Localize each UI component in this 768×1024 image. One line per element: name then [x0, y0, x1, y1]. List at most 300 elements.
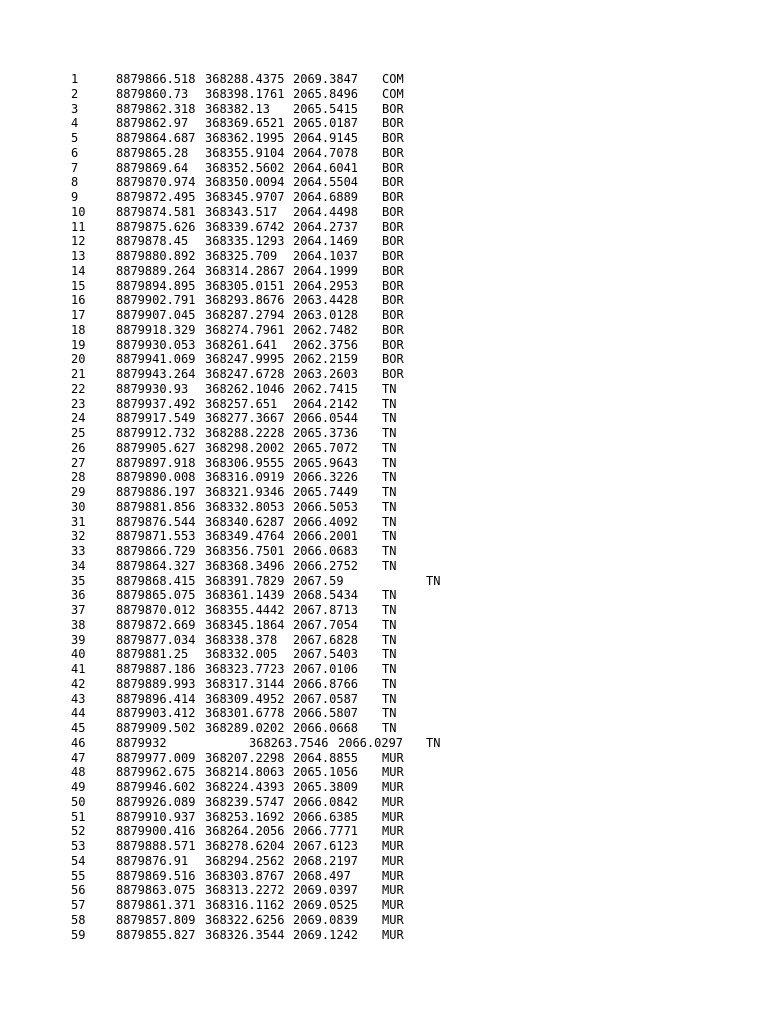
easting-value: 368345.1864: [205, 617, 285, 632]
point-code: BOR: [382, 145, 404, 160]
data-row: [71, 279, 751, 294]
northing-value: 8879876.91: [116, 853, 189, 868]
easting-value: 368301.6778: [205, 706, 285, 721]
elevation-value: 2064.2737: [293, 219, 359, 234]
data-row: [71, 854, 751, 869]
elevation-value: 2066.5807: [293, 706, 359, 721]
easting-value: 368306.9555: [205, 455, 285, 470]
northing-value: 8879930.93: [116, 381, 189, 396]
data-row: [71, 574, 751, 589]
elevation-value: 2065.7072: [293, 440, 359, 455]
easting-value: 368326.3544: [205, 927, 285, 942]
point-number: 15: [71, 278, 86, 293]
northing-value: 8879889.264: [116, 263, 196, 278]
point-number: 53: [71, 839, 86, 853]
data-row: [71, 529, 751, 544]
elevation-value: 2067.0106: [293, 662, 359, 676]
easting-value: 368314.2867: [205, 263, 285, 278]
data-row: [71, 234, 751, 249]
easting-value: 368316.0919: [205, 470, 285, 485]
northing-value: 8879869.64: [116, 160, 189, 175]
elevation-value: 2063.0128: [293, 308, 359, 322]
data-row: [71, 175, 751, 190]
northing-value: 8879880.892: [116, 249, 196, 263]
easting-value: 368349.4764: [205, 529, 285, 544]
elevation-value: 2066.2752: [293, 558, 359, 573]
northing-value: 8879897.918: [116, 455, 196, 470]
point-number: 14: [71, 263, 86, 278]
point-number: 12: [71, 234, 86, 249]
point-code: TN: [382, 396, 397, 411]
point-code: MUR: [382, 809, 404, 824]
northing-value: 8879932: [116, 735, 167, 750]
point-code: TN: [382, 647, 397, 662]
point-number: 58: [71, 912, 86, 927]
point-number: 34: [71, 558, 86, 573]
easting-value: 368293.8676: [205, 293, 285, 308]
data-row: [71, 795, 751, 810]
northing-value: 8879926.089: [116, 794, 196, 809]
northing-value: 8879890.008: [116, 470, 196, 485]
data-row: [71, 411, 751, 426]
northing-value: 8879866.729: [116, 544, 196, 558]
easting-value: 368332.8053: [205, 499, 285, 514]
point-number: 18: [71, 322, 86, 337]
easting-value: 368362.1995: [205, 131, 285, 145]
point-number: 1: [71, 72, 79, 86]
data-row: [71, 515, 751, 530]
elevation-value: 2066.8766: [293, 676, 359, 691]
northing-value: 8879912.732: [116, 426, 196, 440]
easting-value: 368343.517: [205, 204, 278, 219]
northing-value: 8879905.627: [116, 440, 196, 455]
elevation-value: 2062.7415: [293, 381, 359, 396]
easting-value: 368313.2272: [205, 883, 285, 898]
elevation-value: 2066.0668: [293, 721, 359, 735]
easting-value: 368277.3667: [205, 411, 285, 426]
point-code: TN: [382, 411, 397, 426]
elevation-value: 2064.2142: [293, 396, 359, 411]
northing-value: 8879909.502: [116, 721, 196, 735]
northing-value: 8879886.197: [116, 485, 196, 499]
data-row: [71, 426, 751, 441]
elevation-value: 2066.2001: [293, 529, 359, 544]
northing-value: 8879881.856: [116, 499, 196, 514]
data-row: [71, 397, 751, 412]
easting-value: 368305.0151: [205, 278, 285, 293]
elevation-value: 2065.1056: [293, 765, 359, 780]
easting-value: 368264.2056: [205, 824, 285, 839]
data-row: [71, 913, 751, 928]
northing-value: 8879855.827: [116, 927, 196, 942]
point-code: TN: [382, 558, 397, 573]
point-code: TN: [382, 426, 397, 440]
northing-value: 8879874.581: [116, 204, 196, 219]
easting-value: 368263.7546: [249, 735, 329, 750]
point-code: MUR: [382, 853, 404, 868]
point-number: 19: [71, 337, 86, 352]
point-number: 3: [71, 101, 79, 116]
elevation-value: 2064.6889: [293, 190, 359, 204]
elevation-value: 2068.5434: [293, 588, 359, 603]
point-code: TN: [382, 514, 397, 529]
point-code: BOR: [382, 322, 404, 337]
data-row: [71, 146, 751, 161]
elevation-value: 2065.9643: [293, 455, 359, 470]
point-code: BOR: [382, 131, 404, 145]
point-number: 5: [71, 131, 79, 145]
easting-value: 368316.1162: [205, 898, 285, 912]
northing-value: 8879864.327: [116, 558, 196, 573]
elevation-value: 2066.0683: [293, 544, 359, 558]
northing-value: 8879861.371: [116, 898, 196, 912]
point-code: TN: [426, 573, 441, 588]
point-number: 36: [71, 588, 86, 603]
elevation-value: 2069.1242: [293, 927, 359, 942]
easting-value: 368332.005: [205, 647, 278, 662]
northing-value: 8879900.416: [116, 824, 196, 839]
point-code: TN: [382, 499, 397, 514]
point-code: TN: [382, 440, 397, 455]
point-code: MUR: [382, 780, 404, 794]
point-code: TN: [382, 691, 397, 706]
point-number: 22: [71, 381, 86, 396]
elevation-value: 2069.0839: [293, 912, 359, 927]
northing-value: 8879876.544: [116, 514, 196, 529]
northing-value: 8879862.97: [116, 116, 189, 131]
data-row: [71, 456, 751, 471]
easting-value: 368339.6742: [205, 219, 285, 234]
elevation-value: 2062.7482: [293, 322, 359, 337]
point-number: 59: [71, 927, 86, 942]
easting-value: 368207.2298: [205, 750, 285, 765]
northing-value: 8879910.937: [116, 809, 196, 824]
point-code: BOR: [382, 190, 404, 204]
northing-value: 8879917.549: [116, 411, 196, 426]
point-code: TN: [426, 735, 441, 750]
elevation-value: 2066.0297: [338, 735, 404, 750]
point-code: BOR: [382, 293, 404, 308]
elevation-value: 2066.6385: [293, 809, 359, 824]
data-row: [71, 736, 751, 751]
point-number: 11: [71, 219, 86, 234]
data-row: [71, 249, 751, 264]
easting-value: 368345.9707: [205, 190, 285, 204]
easting-value: 368247.9995: [205, 352, 285, 367]
point-code: MUR: [382, 912, 404, 927]
northing-value: 8879872.495: [116, 190, 196, 204]
data-row: [71, 500, 751, 515]
elevation-value: 2067.0587: [293, 691, 359, 706]
point-code: TN: [382, 617, 397, 632]
point-code: TN: [382, 529, 397, 544]
northing-value: 8879870.012: [116, 603, 196, 617]
easting-value: 368356.7501: [205, 544, 285, 558]
elevation-value: 2066.0544: [293, 411, 359, 426]
point-number: 55: [71, 868, 86, 883]
data-row: [71, 367, 751, 382]
point-code: BOR: [382, 219, 404, 234]
point-code: BOR: [382, 204, 404, 219]
data-row: [71, 839, 751, 854]
data-row: [71, 603, 751, 618]
point-number: 10: [71, 204, 86, 219]
easting-value: 368309.4952: [205, 691, 285, 706]
point-code: MUR: [382, 839, 404, 853]
point-code: MUR: [382, 898, 404, 912]
northing-value: 8879872.669: [116, 617, 196, 632]
northing-value: 8879862.318: [116, 101, 196, 116]
northing-value: 8879860.73: [116, 86, 189, 101]
northing-value: 8879878.45: [116, 234, 189, 249]
point-number: 25: [71, 426, 86, 440]
point-number: 43: [71, 691, 86, 706]
elevation-value: 2067.59: [293, 573, 344, 588]
easting-value: 368352.5602: [205, 160, 285, 175]
easting-value: 368289.0202: [205, 721, 285, 735]
northing-value: 8879930.053: [116, 337, 196, 352]
point-number: 37: [71, 603, 86, 617]
point-number: 50: [71, 794, 86, 809]
point-number: 57: [71, 898, 86, 912]
data-row: [71, 559, 751, 574]
data-row: [71, 338, 751, 353]
data-row: [71, 780, 751, 795]
point-number: 27: [71, 455, 86, 470]
point-number: 39: [71, 632, 86, 647]
easting-value: 368368.3496: [205, 558, 285, 573]
point-number: 29: [71, 485, 86, 499]
elevation-value: 2069.0525: [293, 898, 359, 912]
data-row: [71, 706, 751, 721]
point-code: TN: [382, 662, 397, 676]
point-code: MUR: [382, 765, 404, 780]
northing-value: 8879871.553: [116, 529, 196, 544]
point-code: TN: [382, 544, 397, 558]
point-code: MUR: [382, 794, 404, 809]
point-number: 44: [71, 706, 86, 721]
data-row: [71, 190, 751, 205]
data-row: [71, 220, 751, 235]
point-number: 49: [71, 780, 86, 794]
point-number: 23: [71, 396, 86, 411]
northing-value: 8879868.415: [116, 573, 196, 588]
point-number: 24: [71, 411, 86, 426]
data-row: [71, 721, 751, 736]
data-row: [71, 928, 751, 943]
point-code: BOR: [382, 175, 404, 190]
elevation-value: 2067.6123: [293, 839, 359, 853]
point-code: BOR: [382, 249, 404, 263]
data-row: [71, 898, 751, 913]
point-number: 40: [71, 647, 86, 662]
data-row: [71, 810, 751, 825]
data-row: [71, 293, 751, 308]
easting-value: 368317.3144: [205, 676, 285, 691]
point-code: MUR: [382, 750, 404, 765]
point-code: BOR: [382, 160, 404, 175]
point-number: 2: [71, 86, 79, 101]
point-number: 33: [71, 544, 86, 558]
point-code: MUR: [382, 883, 404, 898]
easting-value: 368382.13: [205, 101, 271, 116]
elevation-value: 2064.4498: [293, 204, 359, 219]
elevation-value: 2063.4428: [293, 293, 359, 308]
point-number: 4: [71, 116, 79, 131]
elevation-value: 2062.3756: [293, 337, 359, 352]
data-row: [71, 205, 751, 220]
point-number: 48: [71, 765, 86, 780]
data-row: [71, 647, 751, 662]
northing-value: 8879941.069: [116, 352, 196, 367]
easting-value: 368253.1692: [205, 809, 285, 824]
easting-value: 368239.5747: [205, 794, 285, 809]
northing-value: 8879918.329: [116, 322, 196, 337]
elevation-value: 2066.3226: [293, 470, 359, 485]
data-row: [71, 485, 751, 500]
point-number: 47: [71, 750, 86, 765]
easting-value: 368325.709: [205, 249, 278, 263]
elevation-value: 2067.5403: [293, 647, 359, 662]
easting-value: 368278.6204: [205, 839, 285, 853]
point-number: 20: [71, 352, 86, 367]
point-number: 42: [71, 676, 86, 691]
point-code: COM: [382, 72, 404, 86]
northing-value: 8879894.895: [116, 278, 196, 293]
northing-value: 8879889.993: [116, 676, 196, 691]
easting-value: 368355.4442: [205, 603, 285, 617]
point-number: 52: [71, 824, 86, 839]
elevation-value: 2064.2953: [293, 278, 359, 293]
northing-value: 8879863.075: [116, 883, 196, 898]
easting-value: 368369.6521: [205, 116, 285, 131]
data-row: [71, 441, 751, 456]
elevation-value: 2067.8713: [293, 603, 359, 617]
elevation-value: 2064.1999: [293, 263, 359, 278]
elevation-value: 2064.8855: [293, 750, 359, 765]
point-code: TN: [382, 455, 397, 470]
point-number: 8: [71, 175, 79, 190]
easting-value: 368322.6256: [205, 912, 285, 927]
easting-value: 368287.2794: [205, 308, 285, 322]
data-row: [71, 161, 751, 176]
point-number: 17: [71, 308, 86, 322]
elevation-value: 2064.1037: [293, 249, 359, 263]
data-row: [71, 662, 751, 677]
easting-value: 368338.378: [205, 632, 278, 647]
northing-value: 8879881.25: [116, 647, 189, 662]
northing-value: 8879875.626: [116, 219, 196, 234]
point-number: 54: [71, 853, 86, 868]
easting-value: 368261.641: [205, 337, 278, 352]
easting-value: 368340.6287: [205, 514, 285, 529]
easting-value: 368355.9104: [205, 145, 285, 160]
easting-value: 368288.4375: [205, 72, 285, 86]
elevation-value: 2067.7054: [293, 617, 359, 632]
northing-value: 8879865.075: [116, 588, 196, 603]
easting-value: 368288.2228: [205, 426, 285, 440]
easting-value: 368224.4393: [205, 780, 285, 794]
northing-value: 8879907.045: [116, 308, 196, 322]
elevation-value: 2067.6828: [293, 632, 359, 647]
data-row: [71, 352, 751, 367]
point-number: 7: [71, 160, 79, 175]
point-number: 6: [71, 145, 79, 160]
elevation-value: 2068.2197: [293, 853, 359, 868]
point-number: 28: [71, 470, 86, 485]
easting-value: 368361.1439: [205, 588, 285, 603]
point-number: 45: [71, 721, 86, 735]
northing-value: 8879937.492: [116, 396, 196, 411]
point-code: BOR: [382, 308, 404, 322]
easting-value: 368323.7723: [205, 662, 285, 676]
point-code: TN: [382, 603, 397, 617]
data-row: [71, 102, 751, 117]
point-number: 32: [71, 529, 86, 544]
northing-value: 8879877.034: [116, 632, 196, 647]
elevation-value: 2064.7078: [293, 145, 359, 160]
northing-value: 8879977.009: [116, 750, 196, 765]
point-code: BOR: [382, 234, 404, 249]
data-row: [71, 544, 751, 559]
data-row: [71, 618, 751, 633]
easting-value: 368321.9346: [205, 485, 285, 499]
data-row: [71, 116, 751, 131]
coordinate-listing: [71, 72, 751, 942]
point-code: TN: [382, 485, 397, 499]
point-number: 21: [71, 367, 86, 381]
point-code: BOR: [382, 101, 404, 116]
elevation-value: 2062.2159: [293, 352, 359, 367]
northing-value: 8879962.675: [116, 765, 196, 780]
data-row: [71, 382, 751, 397]
data-row: [71, 264, 751, 279]
northing-value: 8879866.518: [116, 72, 196, 86]
data-row: [71, 751, 751, 766]
northing-value: 8879902.791: [116, 293, 196, 308]
point-number: 56: [71, 883, 86, 898]
point-code: TN: [382, 588, 397, 603]
northing-value: 8879943.264: [116, 367, 196, 381]
northing-value: 8879888.571: [116, 839, 196, 853]
northing-value: 8879865.28: [116, 145, 189, 160]
point-number: 30: [71, 499, 86, 514]
data-row: [71, 87, 751, 102]
elevation-value: 2069.3847: [293, 72, 359, 86]
easting-value: 368303.8767: [205, 868, 285, 883]
northing-value: 8879857.809: [116, 912, 196, 927]
elevation-value: 2068.497: [293, 868, 351, 883]
elevation-value: 2069.0397: [293, 883, 359, 898]
northing-value: 8879946.602: [116, 780, 196, 794]
point-code: BOR: [382, 278, 404, 293]
point-code: BOR: [382, 367, 404, 381]
point-number: 16: [71, 293, 86, 308]
data-row: [71, 323, 751, 338]
easting-value: 368214.8063: [205, 765, 285, 780]
elevation-value: 2065.7449: [293, 485, 359, 499]
data-row: [71, 824, 751, 839]
elevation-value: 2066.7771: [293, 824, 359, 839]
northing-value: 8879887.186: [116, 662, 196, 676]
elevation-value: 2066.5053: [293, 499, 359, 514]
data-row: [71, 677, 751, 692]
data-row: [71, 72, 751, 87]
northing-value: 8879903.412: [116, 706, 196, 721]
data-row: [71, 131, 751, 146]
easting-value: 368257.651: [205, 396, 278, 411]
point-code: BOR: [382, 337, 404, 352]
